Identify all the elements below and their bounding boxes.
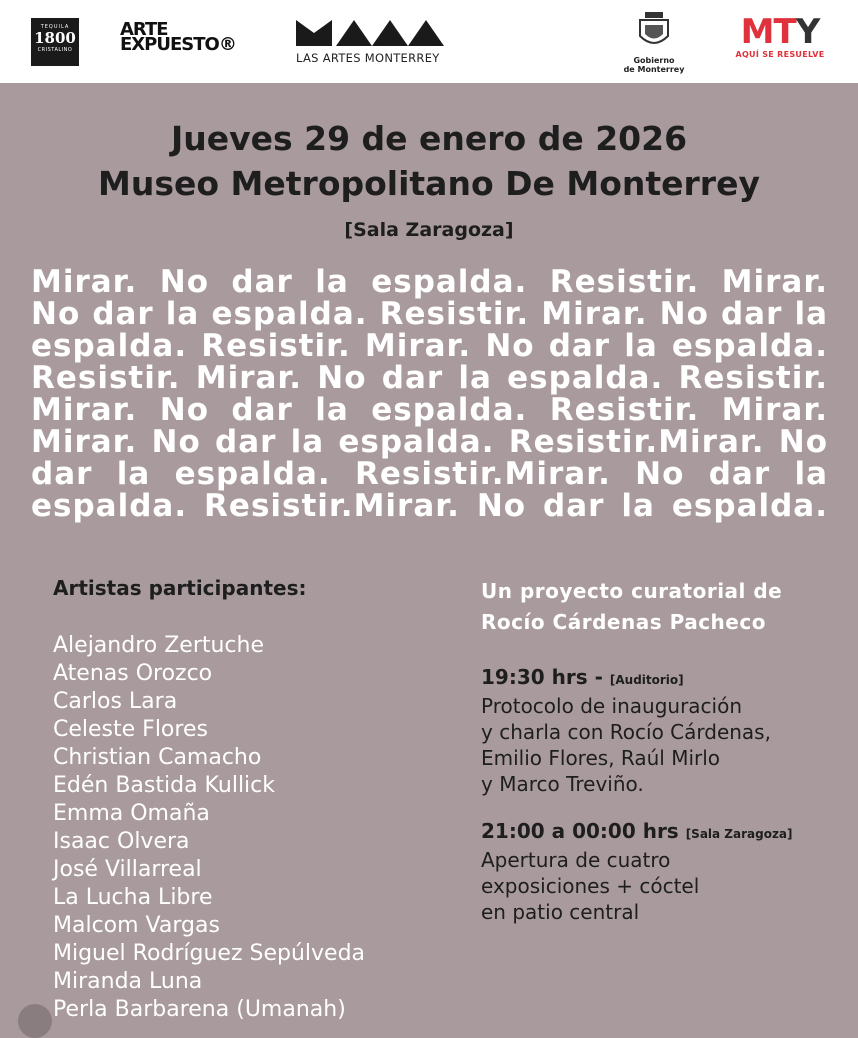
schedule-time: 19:30 hrs - xyxy=(481,665,603,689)
artists-list xyxy=(53,632,365,1024)
poem-line: Mirar. No dar la espalda. Resistir. Mirar. xyxy=(31,392,828,428)
gobierno-line2: de Monterrey xyxy=(623,65,685,74)
poem-line: Resistir. Mirar. No dar la espalda. Resistir. xyxy=(31,360,828,396)
artist-name: Atenas Orozco xyxy=(53,661,213,686)
las-artes-monterrey-logo xyxy=(296,20,444,65)
artist-name: Edén Bastida Kullick xyxy=(53,773,275,798)
poem-line: espalda. Resistir. Mirar. No dar la espalda. xyxy=(31,328,828,364)
artist-name: Perla Barbarena (Umanah) xyxy=(53,997,346,1022)
artist-name: Celeste Flores xyxy=(53,717,208,742)
artist-name: Emma Omaña xyxy=(53,801,210,826)
event-room: [Sala Zaragoza] xyxy=(344,219,514,241)
artist-name: José Villarreal xyxy=(53,857,202,882)
tequila-logo-line2: 1800 xyxy=(34,29,76,47)
mty-tagline: AQUÍ SE RESUELVE xyxy=(735,50,825,59)
gobierno-monterrey-logo xyxy=(618,12,690,74)
artist-name: Miguel Rodríguez Sepúlveda xyxy=(53,941,366,966)
schedule-location: [Auditorio] xyxy=(609,673,684,687)
tequila-1800-logo xyxy=(31,18,79,66)
schedule-desc-line: y Marco Treviño. xyxy=(481,772,644,796)
tequila-logo-line1: TEQUILA xyxy=(40,24,70,30)
schedule-desc-line: Emilio Flores, Raúl Mirlo xyxy=(481,746,721,770)
poem-block xyxy=(31,266,828,522)
tequila-logo-line3: CRISTALINO xyxy=(37,47,73,53)
schedule-desc-line: Protocolo de inauguración xyxy=(481,694,743,718)
artist-name: Isaac Olvera xyxy=(53,829,190,854)
curator-line1: Un proyecto curatorial de xyxy=(481,579,783,603)
artist-name: Alejandro Zertuche xyxy=(53,633,265,658)
corner-badge xyxy=(18,1004,52,1038)
arte-expuesto-line2: EXPUESTO® xyxy=(120,34,236,55)
artist-name: La Lucha Libre xyxy=(53,885,213,910)
poem-line: dar la espalda. Resistir.Mirar. No dar la xyxy=(31,456,828,492)
schedule-location: [Sala Zaragoza] xyxy=(685,827,793,841)
schedule-desc-line: en patio central xyxy=(481,900,640,924)
mty-y: Y xyxy=(795,12,820,52)
artist-name: Christian Camacho xyxy=(53,745,262,770)
poem-line: espalda. Resistir.Mirar. No dar la espalda. xyxy=(31,488,828,524)
coat-of-arms-icon xyxy=(637,12,671,50)
artist-name: Carlos Lara xyxy=(53,689,178,714)
schedule-time: 21:00 a 00:00 hrs xyxy=(481,819,679,843)
schedule-desc-line: Apertura de cuatro xyxy=(481,848,671,872)
arte-expuesto-logo xyxy=(120,19,236,55)
mty-t: T xyxy=(773,12,796,52)
mty-m: M xyxy=(740,12,774,52)
event-date: Jueves 29 de enero de 2026 xyxy=(170,119,688,158)
artist-name: Miranda Luna xyxy=(53,969,203,994)
schedule-item xyxy=(481,818,841,925)
artist-name: Malcom Vargas xyxy=(53,913,220,938)
schedule-desc-line: exposiciones + cóctel xyxy=(481,874,700,898)
poem-line: No dar la espalda. Resistir. Mirar. No dar la xyxy=(31,296,828,332)
logo-bar xyxy=(0,0,858,83)
gobierno-line1: Gobierno xyxy=(633,56,675,65)
poem-line: Mirar. No dar la espalda. Resistir. Mirar. xyxy=(31,264,828,300)
las-artes-label: LAS ARTES MONTERREY xyxy=(296,51,440,65)
curator-credit xyxy=(481,576,782,638)
schedule-desc-line: y charla con Rocío Cárdenas, xyxy=(481,720,771,744)
curator-line2: Rocío Cárdenas Pacheco xyxy=(481,610,766,634)
arte-expuesto-line1: ARTE xyxy=(120,19,168,40)
mty-logo xyxy=(730,14,830,59)
schedule-item xyxy=(481,664,841,797)
poem-line: Mirar. No dar la espalda. Resistir.Mirar. No xyxy=(31,424,828,460)
event-venue: Museo Metropolitano De Monterrey xyxy=(98,164,760,203)
artists-title: Artistas participantes: xyxy=(53,576,307,600)
mountains-icon xyxy=(296,20,444,46)
